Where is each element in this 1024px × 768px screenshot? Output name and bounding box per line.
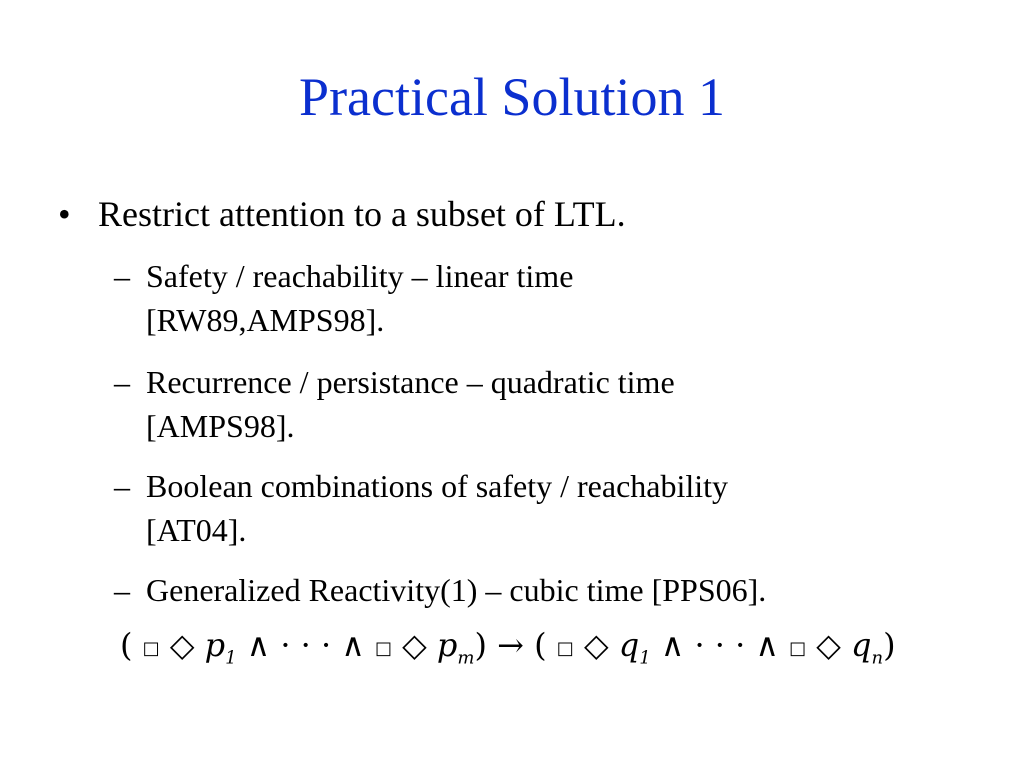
- main-bullet-text: Restrict attention to a subset of LTL.: [98, 194, 626, 234]
- sub-bullet-citation: [RW89,AMPS98].: [146, 302, 385, 338]
- diamond-operator-icon: ◇: [816, 626, 841, 664]
- formula-var: p: [204, 626, 226, 664]
- formula-paren: ): [883, 626, 896, 664]
- diamond-operator-icon: ◇: [583, 626, 609, 664]
- diamond-operator-icon: ◇: [169, 626, 195, 664]
- formula-paren: (: [120, 626, 133, 664]
- sub-bullet-gr1: [114, 568, 766, 612]
- box-operator-icon: □: [374, 638, 392, 659]
- formula-paren: ): [474, 626, 487, 664]
- bullet-marker: •: [58, 194, 71, 234]
- sub-bullet-recurrence: [114, 360, 675, 448]
- formula-subscript: m: [457, 647, 475, 669]
- slide-title: Practical Solution 1: [299, 67, 725, 127]
- and-operator: ∧: [341, 626, 365, 664]
- formula-var: q: [618, 626, 640, 664]
- formula-subscript: 1: [639, 647, 651, 669]
- box-operator-icon: □: [142, 638, 160, 659]
- sub-bullet-marker: –: [114, 468, 130, 504]
- and-operator: ∧: [660, 626, 685, 664]
- gr1-formula: [120, 620, 896, 683]
- sub-bullet-marker: –: [114, 258, 130, 294]
- sub-bullet-safety: [114, 254, 573, 342]
- diamond-operator-icon: ◇: [402, 626, 427, 664]
- sub-bullet-citation: [AMPS98].: [146, 408, 295, 444]
- sub-bullet-citation: [AT04].: [146, 512, 247, 548]
- sub-bullet-marker: –: [114, 364, 130, 400]
- formula-subscript: n: [871, 647, 884, 669]
- sub-bullet-text: Boolean combinations of safety / reachability: [146, 468, 729, 504]
- box-operator-icon: □: [556, 638, 574, 659]
- and-operator: ∧: [755, 626, 779, 664]
- sub-bullet-marker: –: [114, 572, 130, 608]
- and-operator: ∧: [246, 626, 271, 664]
- sub-bullet-text: Recurrence / persistance – quadratic time: [146, 364, 675, 400]
- formula-subscript: 1: [225, 647, 237, 669]
- sub-bullet-boolean: [114, 464, 728, 552]
- implies-operator: →: [497, 626, 524, 664]
- formula-var: q: [851, 626, 872, 664]
- formula-dots: · · ·: [280, 626, 332, 664]
- sub-bullet-text: Safety / reachability – linear time: [146, 258, 574, 294]
- sub-bullet-text: Generalized Reactivity(1) – cubic time [PPS06].: [146, 572, 767, 608]
- main-bullet: [58, 190, 626, 238]
- box-operator-icon: □: [789, 638, 807, 659]
- formula-dots: · · ·: [694, 626, 746, 664]
- formula-paren: (: [534, 626, 547, 664]
- formula-var: p: [436, 626, 458, 664]
